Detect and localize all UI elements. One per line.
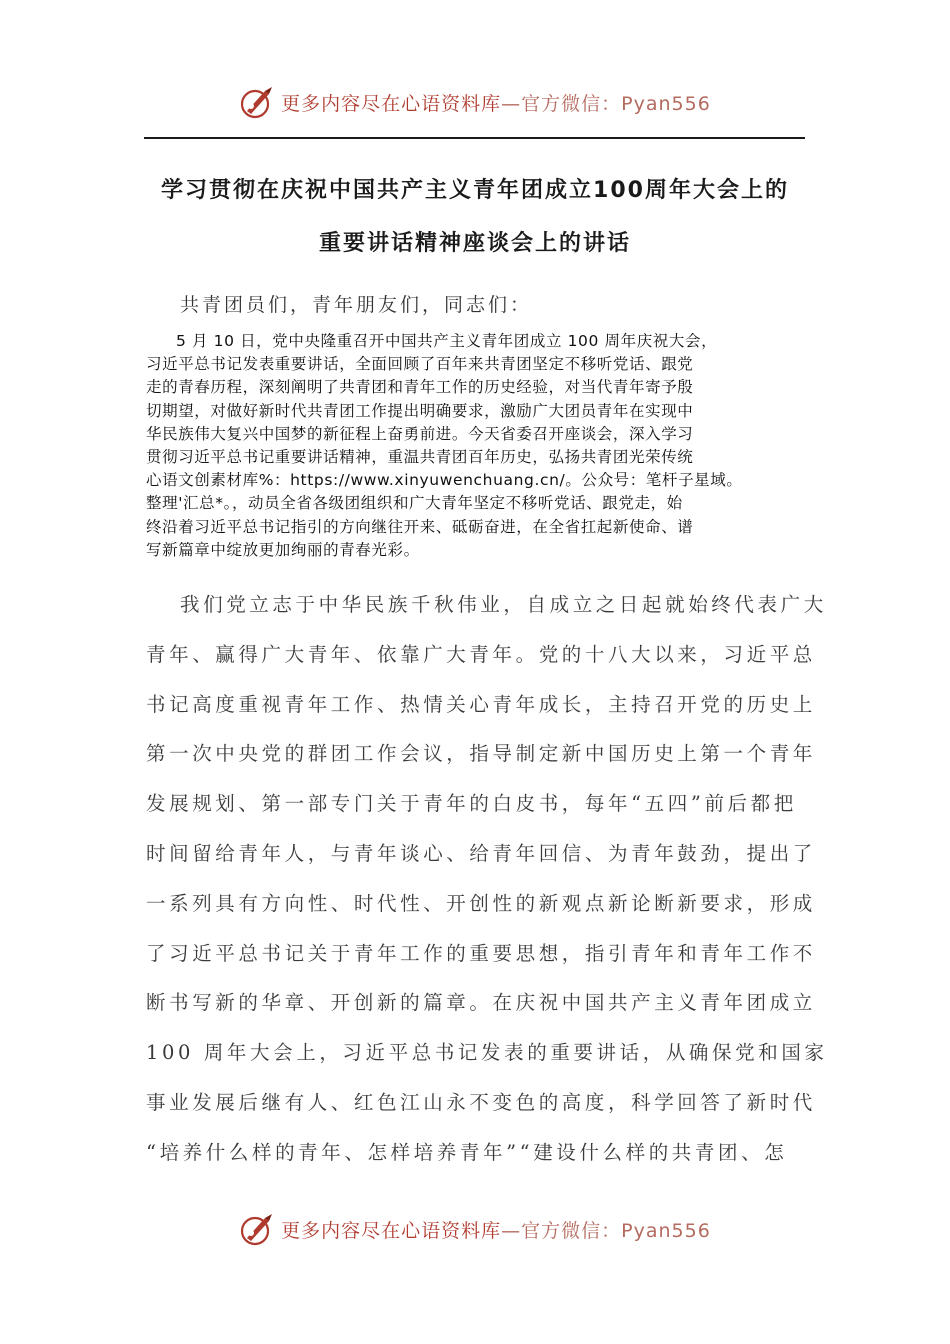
header-banner-text: 更多内容尽在心语资料库—官方微信：Pyan556	[281, 92, 711, 115]
body-line: 了习近平总书记关于青年工作的重要思想，指引青年和青年工作不	[146, 941, 816, 965]
body-line: 100 周年大会上，习近平总书记发表的重要讲话，从确保党和国家	[146, 1041, 828, 1065]
body-paragraph	[146, 586, 828, 1184]
intro-line: 贯彻习近平总书记重要讲话精神，重温共青团百年历史，弘扬共青团光荣传统	[146, 447, 694, 466]
body-line: 第一次中央党的群团工作会议，指导制定新中国历史上第一个青年	[146, 742, 816, 766]
intro-line: 走的青春历程，深刻阐明了共青团和青年工作的历史经验，对当代青年寄予殷	[146, 378, 694, 397]
salutation: 共青团员们，青年朋友们，同志们：	[180, 294, 533, 316]
footer-banner	[0, 1209, 950, 1249]
header-banner	[0, 82, 950, 122]
body-line: 时间留给青年人，与青年谈心、给青年回信、为青年鼓劲，提出了	[146, 841, 816, 865]
intro-line: 华民族伟大复兴中国梦的新征程上奋勇前进。今天省委召开座谈会，深入学习	[146, 424, 694, 443]
intro-line: 写新篇章中绽放更加绚丽的青春光彩。	[146, 540, 420, 559]
document-title-line-2: 重要讲话精神座谈会上的讲话	[318, 231, 631, 256]
body-line: 断书写新的华章、开创新的篇章。在庆祝中国共产主义青年团成立	[146, 991, 816, 1015]
body-line: 书记高度重视青年工作、热情关心青年成长，主持召开党的历史上	[146, 692, 816, 716]
intro-line: 整理'汇总*。，动员全省各级团组织和广大青年坚定不移听党话、跟党走，始	[146, 494, 683, 513]
header-divider	[144, 137, 805, 139]
body-line: “培养什么样的青年、怎样培养青年”“建设什么样的共青团、怎	[146, 1140, 788, 1164]
intro-line: 终沿着习近平总书记指引的方向继往开来、砥砺奋进，在全省扛起新使命、谱	[146, 517, 694, 536]
body-line: 一系列具有方向性、时代性、开创性的新观点新论断新要求，形成	[146, 891, 816, 915]
intro-paragraph	[146, 330, 806, 562]
intro-line: 心语文创素材库%：https://www.xinyuwenchuang.cn/。公众号：笔杆子星域。	[146, 471, 743, 490]
body-line: 发展规划、第一部专门关于青年的白皮书，每年“五四”前后都把	[146, 792, 797, 816]
body-line: 我们党立志于中华民族千秋伟业，自成立之日起就始终代表广大	[180, 593, 827, 616]
pen-quill-logo-icon	[239, 84, 275, 120]
intro-line: 习近平总书记发表重要讲话，全面回顾了百年来共青团坚定不移听党话、跟党	[146, 355, 694, 374]
document-title-line-1: 学习贯彻在庆祝中国共产主义青年团成立100周年大会上的	[161, 178, 789, 203]
body-line: 青年、赢得广大青年、依靠广大青年。党的十八大以来，习近平总	[146, 642, 816, 666]
intro-line: 切期望，对做好新时代共青团工作提出明确要求，激励广大团员青年在实现中	[146, 401, 694, 420]
pen-quill-logo-icon	[239, 1211, 275, 1247]
intro-line: 5 月 10 日，党中央隆重召开中国共产主义青年团成立 100 周年庆祝大会，	[176, 332, 718, 350]
body-line: 事业发展后继有人、红色江山永不变色的高度，科学回答了新时代	[146, 1090, 816, 1114]
footer-banner-text: 更多内容尽在心语资料库—官方微信：Pyan556	[281, 1219, 711, 1242]
